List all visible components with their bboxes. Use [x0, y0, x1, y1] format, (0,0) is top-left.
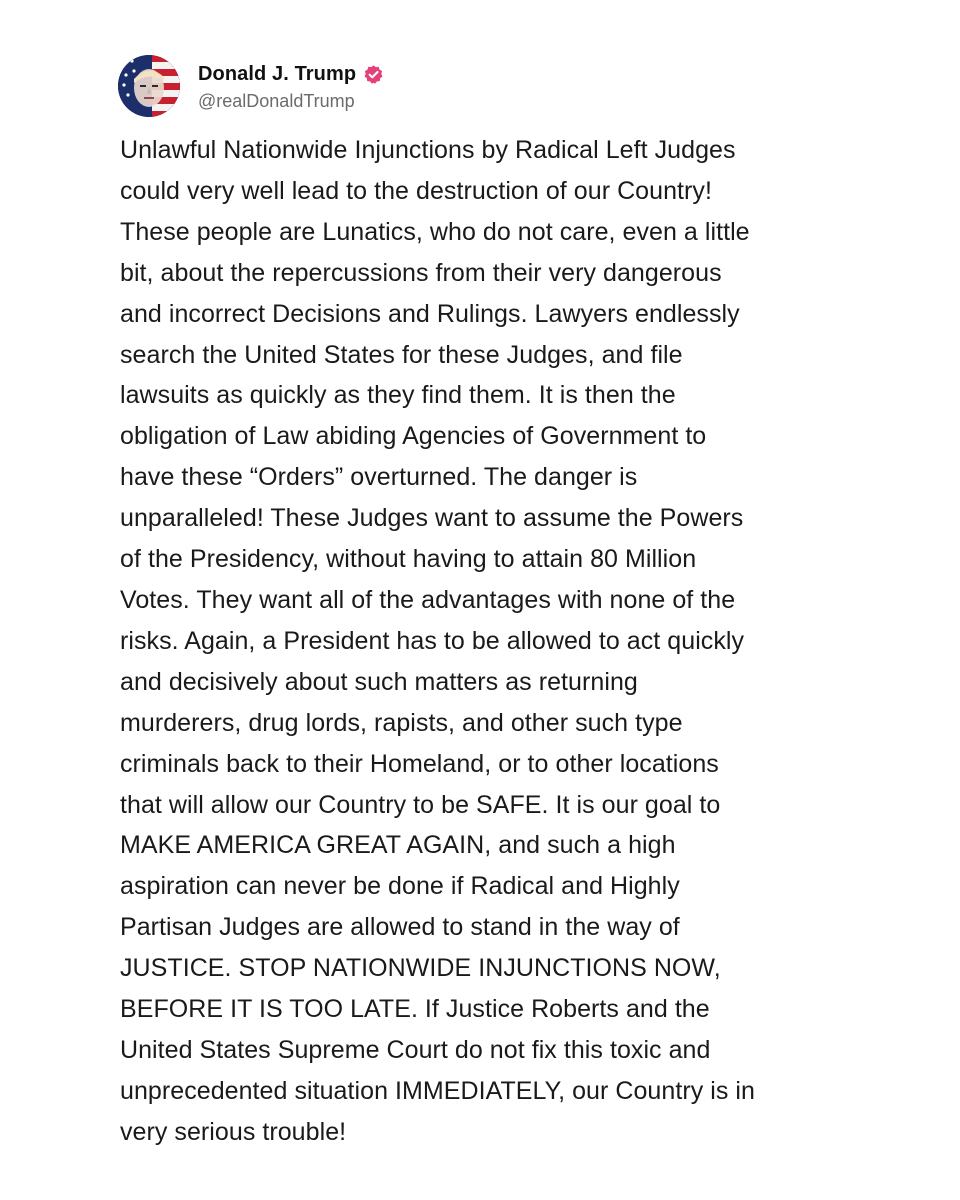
post-header — [118, 54, 384, 118]
verified-badge-icon — [363, 64, 384, 85]
display-name[interactable]: Donald J. Trump — [198, 63, 357, 85]
name-row — [198, 61, 384, 89]
avatar-flag-portrait-icon — [118, 55, 180, 117]
avatar[interactable] — [118, 55, 180, 117]
author-identity — [198, 61, 384, 112]
post-body-text: Unlawful Nationwide Injunctions by Radical Left Judges could very well lead to the destruction of our Country! These people are Lunatics, who do not care, even a little bit, about the repercussions from their very dangerous and incorrect Decisions and Rulings. Lawyers endlessly search the United States for these Judges, and file lawsuits as quickly as they find them. It is then the obligation of Law abiding Agencies of Government to have these “Orders” overturned. The danger is unparalleled! These Judges want to assume the Powers of the Presidency, without having to attain 80 Million Votes. They want all of the advantages with none of the risks. Again, a President has to be allowed to act quickly and decisively about such matters as returning murderers, drug lords, rapists, and other such type criminals back to their Homeland, or to other locations that will allow our Country to be SAFE. It is our goal to MAKE AMERICA GREAT AGAIN, and such a high aspiration can never be done if Radical and Highly Partisan Judges are allowed to stand in the way of JUSTICE. STOP NATIONWIDE INJUNCTIONS NOW, BEFORE IT IS TOO LATE. If Justice Roberts and the United States Supreme Court do not fix this toxic and unprecedented situation IMMEDIATELY, our Country is in very serious trouble! — [120, 136, 755, 1146]
handle[interactable]: @realDonaldTrump — [198, 90, 355, 111]
